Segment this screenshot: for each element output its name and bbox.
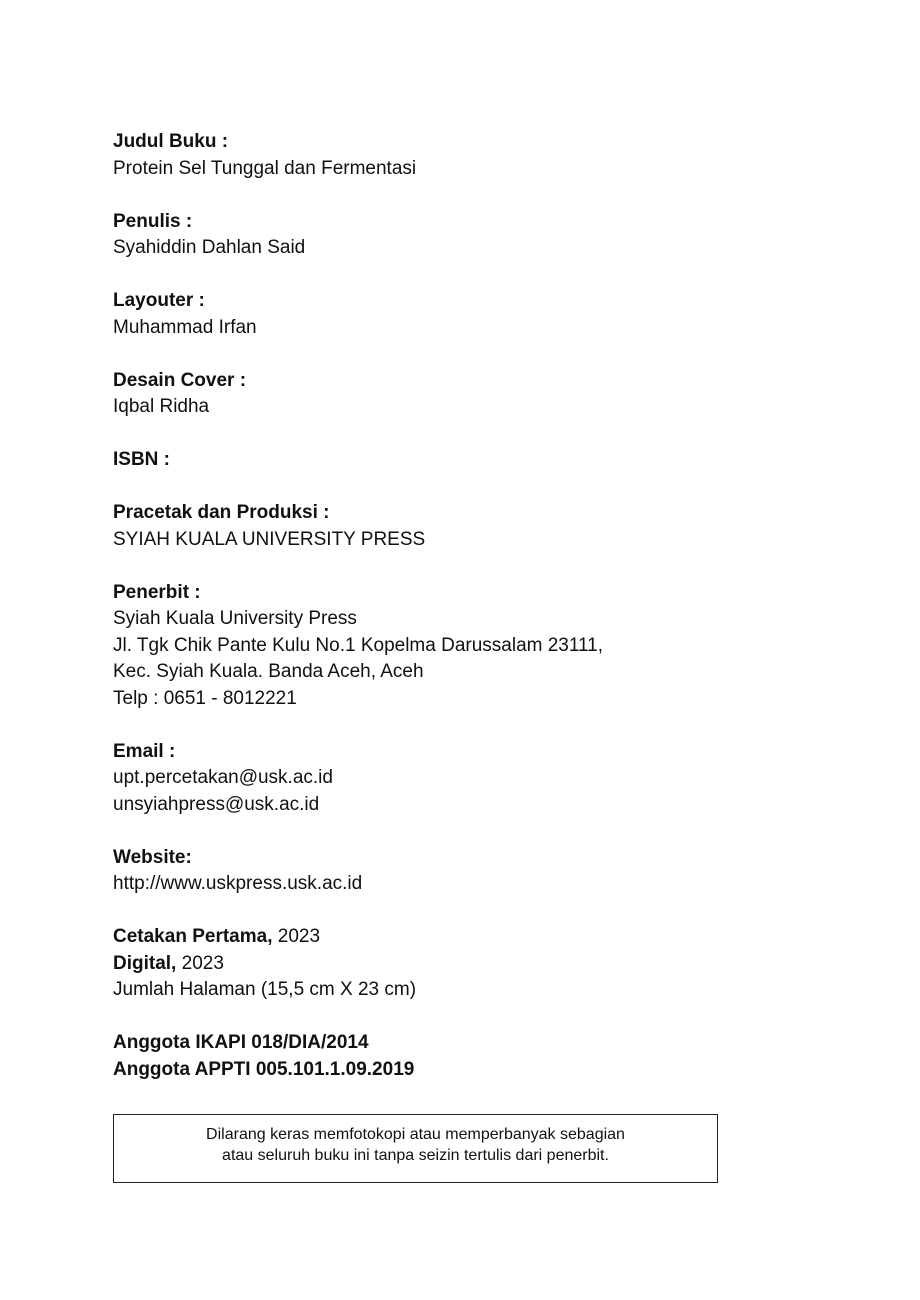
copyright-notice-line-2: atau seluruh buku ini tanpa seizin tertulis dari penerbit. [222, 1147, 609, 1164]
cover-design-section [113, 368, 813, 421]
publisher-name: Syiah Kuala University Press [113, 608, 357, 629]
prepress-section [113, 500, 813, 553]
copyright-page [113, 129, 813, 1083]
first-edition-line [113, 924, 813, 951]
ikapi-membership: Anggota IKAPI 018/DIA/2014 [113, 1032, 369, 1053]
website-section [113, 845, 813, 898]
isbn-label: ISBN : [113, 449, 170, 470]
publisher-address: Jl. Tgk Chik Pante Kulu No.1 Kopelma Darussalam 23111, [113, 634, 604, 656]
book-title-section [113, 129, 813, 182]
first-edition-year: 2023 [272, 926, 321, 947]
layouter-label: Layouter : [113, 290, 205, 311]
book-title-value: Protein Sel Tunggal dan Fermentasi [113, 157, 417, 179]
digital-edition-year: 2023 [176, 952, 224, 974]
digital-edition-line [113, 951, 813, 978]
author-label: Penulis : [113, 210, 193, 232]
layouter-value: Muhammad Irfan [113, 316, 257, 338]
website-url: http://www.uskpress.usk.ac.id [113, 873, 363, 894]
layouter-section [113, 288, 813, 341]
appti-membership: Anggota APPTI 005.101.1.09.2019 [113, 1058, 415, 1080]
email-address-2: unsyiahpress@usk.ac.id [113, 793, 320, 815]
prepress-label: Pracetak dan Produksi : [113, 502, 330, 523]
edition-section [113, 924, 813, 1004]
publisher-section [113, 580, 813, 713]
cover-design-value: Iqbal Ridha [113, 396, 210, 417]
copyright-notice-box [113, 1114, 718, 1183]
email-address-1: upt.percetakan@usk.ac.id [113, 767, 333, 788]
publisher-phone: Telp : 0651 - 8012221 [113, 687, 297, 709]
first-edition-label: Cetakan Pertama, [113, 926, 273, 947]
website-label: Website: [113, 846, 192, 868]
email-section [113, 739, 813, 819]
isbn-section [113, 447, 813, 474]
author-value: Syahiddin Dahlan Said [113, 237, 306, 258]
publisher-label: Penerbit : [113, 581, 201, 603]
book-title-label: Judul Buku : [113, 131, 229, 152]
cover-design-label: Desain Cover : [113, 369, 247, 391]
page-count: Jumlah Halaman (15,5 cm X 23 cm) [113, 979, 417, 1000]
digital-edition-label: Digital, [113, 952, 177, 974]
email-label: Email : [113, 740, 176, 762]
author-section [113, 209, 813, 262]
publisher-city: Kec. Syiah Kuala. Banda Aceh, Aceh [113, 661, 424, 682]
memberships-section [113, 1030, 813, 1083]
copyright-notice-line-1: Dilarang keras memfotokopi atau memperbanyak sebagian [206, 1126, 625, 1143]
prepress-value: SYIAH KUALA UNIVERSITY PRESS [113, 528, 426, 550]
